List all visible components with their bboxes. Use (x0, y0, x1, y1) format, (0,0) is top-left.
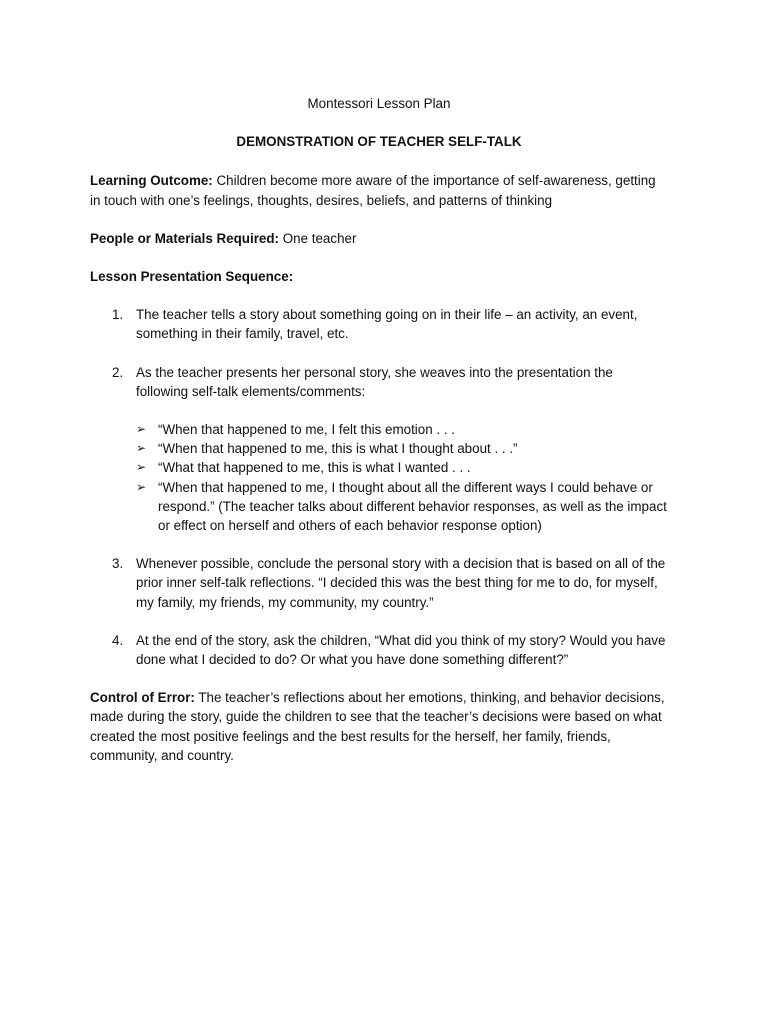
sequence-step (90, 631, 668, 669)
bullet-item (136, 439, 668, 458)
arrow-bullet-icon: ➢ (136, 441, 147, 456)
control-of-error-label: Control of Error: (90, 690, 195, 706)
step-text: At the end of the story, ask the children, “What did you think of my story? Would you have done what I decided to do? Or what you have done something different?” (136, 632, 666, 668)
sequence-step (90, 305, 668, 343)
sequence-list (90, 305, 668, 669)
sequence-step (90, 554, 668, 612)
step-text: As the teacher presents her personal story, she weaves into the presentation the following self-talk elements/comments: (136, 364, 613, 399)
step-number: 2. (112, 364, 124, 380)
step-number: 1. (112, 307, 124, 323)
sequence-heading: Lesson Presentation Sequence: (90, 269, 294, 285)
self-talk-bullets (136, 420, 668, 535)
control-of-error-text: The teacher’s reflections about her emotions, thinking, and behavior decisions, made during the story, guide the children to see that the teacher’s decisions were based on what created the most positive feelings and the best results for the herself, her family, friends, community, and country. (90, 690, 665, 763)
learning-outcome (90, 171, 668, 209)
learning-outcome-label: Learning Outcome: (90, 173, 213, 189)
materials-required (90, 229, 668, 248)
arrow-bullet-icon: ➢ (136, 422, 147, 437)
control-of-error (90, 688, 668, 765)
bullet-text: “When that happened to me, I thought about all the different ways I could behave or respond.” (The teacher talks about different behavior responses, as well as the impact or effect on herself and others of each behavior response option) (158, 479, 667, 534)
bullet-text: “When that happened to me, I felt this emotion . . . (158, 422, 455, 438)
step-text: The teacher tells a story about something going on in their life – an activity, an event, something in their family, travel, etc. (136, 307, 638, 342)
arrow-bullet-icon: ➢ (136, 460, 147, 475)
bullet-item (136, 478, 668, 536)
step-text: Whenever possible, conclude the personal story with a decision that is based on all of the prior inner self-talk reflections. “I decided this was the best thing for me to do, for myself, my family, my friends, my community, my country.” (136, 556, 666, 610)
materials-label: People or Materials Required: (90, 230, 280, 246)
materials-text: One teacher (279, 230, 357, 246)
bullet-text: “When that happened to me, this is what I thought about . . .” (158, 441, 518, 457)
learning-outcome-text: Children become more aware of the importance of self-awareness, getting in touch with one’s feelings, thoughts, desires, beliefs, and patterns of thinking (90, 173, 656, 208)
document-title: Montessori Lesson Plan (307, 96, 451, 111)
step-number: 4. (112, 632, 124, 648)
document-subtitle: DEMONSTRATION OF TEACHER SELF-TALK (236, 134, 522, 150)
bullet-item (136, 458, 668, 477)
arrow-bullet-icon: ➢ (136, 479, 147, 494)
bullet-text: “What that happened to me, this is what I wanted . . . (158, 460, 471, 476)
sequence-step (90, 363, 668, 536)
step-number: 3. (112, 556, 124, 572)
bullet-item (136, 420, 668, 439)
